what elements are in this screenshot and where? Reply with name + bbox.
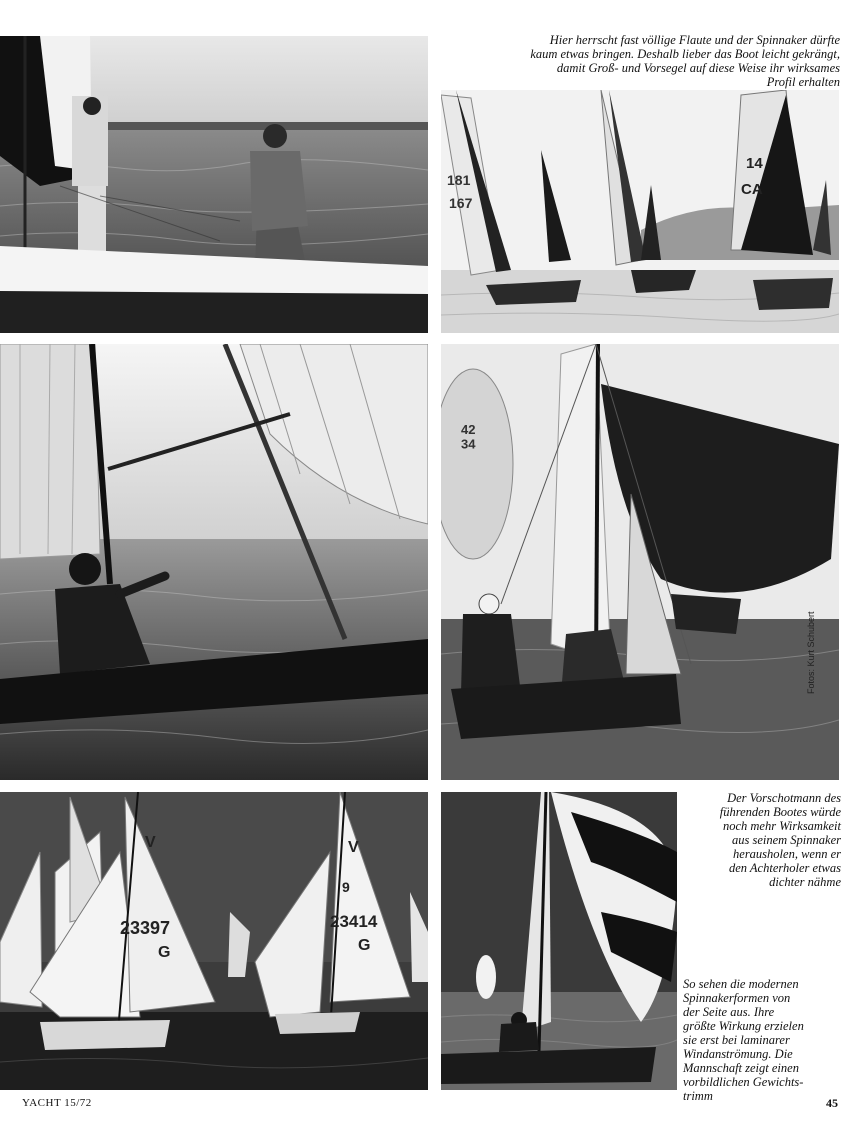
sail-number-v1: V: [145, 834, 156, 851]
sail-number-g1: G: [158, 944, 171, 961]
sail-number-23414: 23414: [330, 912, 378, 931]
photo-spinnaker-crew: [441, 344, 839, 780]
photo-striped-spinnaker: [441, 792, 677, 1090]
page-number: 45: [826, 1096, 838, 1110]
sail-number-ca: CA: [741, 181, 763, 198]
sail-number-g2: G: [358, 937, 371, 954]
magazine-issue: YACHT 15/72: [22, 1097, 92, 1109]
caption-vorschotmann: Der Vorschotmann des führenden Bootes würde noch mehr Wirksamkeit aus seinem Spinnaker herausholen, wenn er den Achterholer etwas dichter nähme: [719, 791, 841, 889]
sail-number-23397: 23397: [120, 918, 171, 938]
sail-number-v2: V: [348, 839, 359, 856]
photo-credit: Fotos: Kurt Schubert: [806, 611, 816, 694]
sail-number-4234: 42 34: [461, 422, 476, 452]
photo-fleet: [0, 792, 428, 1090]
photo-spinnaker-pole: [0, 344, 428, 780]
sail-number-167: 167: [449, 195, 473, 211]
photo-dinghy-crew: [0, 36, 428, 333]
caption-flaute: Hier herrscht fast völlige Flaute und der Spinnaker dürfte kaum etwas bringen. Deshalb lieber das Boot leicht gekrängt, damit Groß- und Vorsegel auf diese Weise ihr wirksames Profil erhalten: [530, 33, 840, 89]
caption-spinnakerformen: So sehen die modernen Spinnakerformen von der Seite aus. Ihre größte Wirkung erzielen sie erst bei laminarer Windanströmung. Die Mannschaft zeigt einen vorbildlichen Gewichts- trimm: [683, 977, 804, 1103]
photo-three-dinghies: [441, 90, 839, 333]
sail-number-9: 9: [342, 879, 350, 895]
sail-number-181: 181: [447, 172, 471, 188]
sail-number-14: 14: [746, 155, 763, 172]
